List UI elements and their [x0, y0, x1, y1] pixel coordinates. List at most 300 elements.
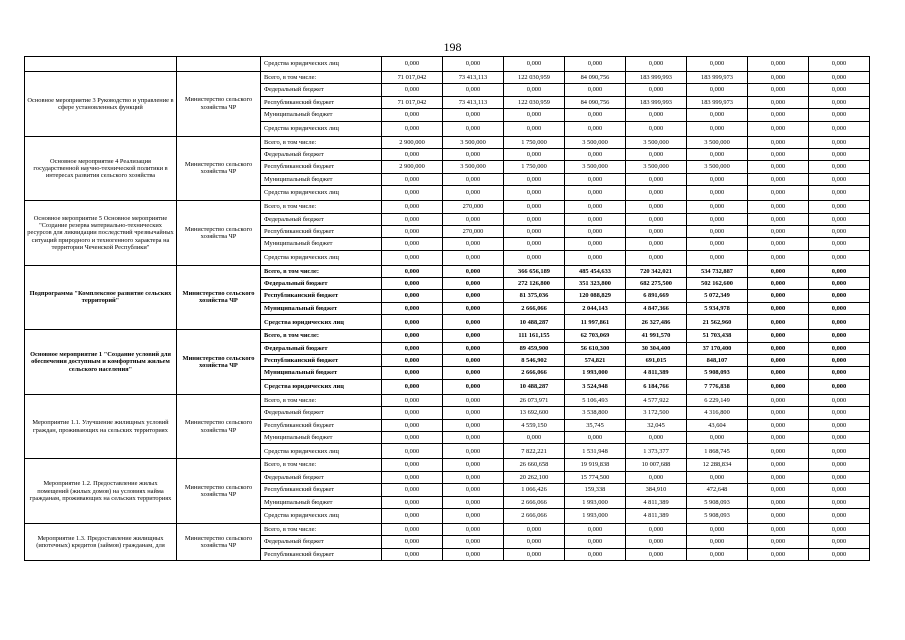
amount-cell: 1 993,000 [565, 496, 626, 508]
amount-cell: 0,000 [565, 238, 626, 250]
measure-cell: Основное мероприятие 1 "Создание условий для обеспечения доступным и комфортным жильем сельского населения" [25, 330, 177, 395]
amount-cell: 7 776,838 [687, 379, 748, 394]
funding-source-cell: Республиканский бюджет [261, 225, 382, 237]
funding-source-cell: Муниципальный бюджет [261, 431, 382, 443]
amount-cell: 0,000 [443, 484, 504, 496]
amount-cell: 1 531,948 [565, 444, 626, 459]
amount-cell: 6 229,149 [687, 394, 748, 406]
amount-cell: 0,000 [443, 290, 504, 302]
amount-cell: 0,000 [748, 238, 809, 250]
amount-cell: 71 017,042 [382, 96, 443, 108]
amount-cell: 0,000 [382, 459, 443, 471]
table-row [25, 201, 870, 213]
amount-cell: 0,000 [443, 302, 504, 314]
amount-cell: 0,000 [748, 330, 809, 342]
amount-cell: 0,000 [565, 57, 626, 72]
amount-cell: 351 323,800 [565, 278, 626, 290]
amount-cell: 2 666,066 [504, 508, 565, 523]
amount-cell: 4 811,389 [626, 367, 687, 379]
amount-cell: 11 997,861 [565, 315, 626, 330]
amount-cell: 0,000 [748, 355, 809, 367]
amount-cell: 0,000 [504, 186, 565, 201]
amount-cell: 0,000 [382, 394, 443, 406]
amount-cell: 0,000 [748, 419, 809, 431]
amount-cell: 5 908,093 [687, 367, 748, 379]
amount-cell: 0,000 [382, 250, 443, 265]
amount-cell: 0,000 [504, 225, 565, 237]
amount-cell: 0,000 [748, 444, 809, 459]
amount-cell: 5 934,978 [687, 302, 748, 314]
amount-cell: 26 073,971 [504, 394, 565, 406]
amount-cell: 0,000 [443, 84, 504, 96]
amount-cell: 0,000 [443, 394, 504, 406]
funding-source-cell: Всего, в том числе: [261, 523, 382, 535]
amount-cell: 3 500,000 [626, 136, 687, 148]
table-row [25, 136, 870, 148]
amount-cell: 0,000 [382, 57, 443, 72]
funding-source-cell: Республиканский бюджет [261, 484, 382, 496]
amount-cell: 2 666,066 [504, 496, 565, 508]
amount-cell: 0,000 [809, 419, 870, 431]
amount-cell: 0,000 [809, 342, 870, 354]
amount-cell: 159,338 [565, 484, 626, 496]
amount-cell: 0,000 [809, 265, 870, 277]
amount-cell: 0,000 [443, 265, 504, 277]
amount-cell: 122 030,959 [504, 96, 565, 108]
amount-cell: 0,000 [687, 536, 748, 548]
executor-cell: Министерство сельского хозяйства ЧР [177, 72, 261, 137]
amount-cell: 0,000 [382, 238, 443, 250]
amount-cell: 122 030,959 [504, 72, 565, 84]
amount-cell: 0,000 [809, 523, 870, 535]
amount-cell: 0,000 [748, 121, 809, 136]
amount-cell: 51 703,438 [687, 330, 748, 342]
funding-source-cell: Муниципальный бюджет [261, 173, 382, 185]
amount-cell: 0,000 [748, 84, 809, 96]
measure-cell: Мероприятие 1.3. Предоставление жилищных (ипотечных) кредитов (займов) гражданам, для [25, 523, 177, 560]
amount-cell: 0,000 [748, 96, 809, 108]
amount-cell: 73 413,113 [443, 96, 504, 108]
amount-cell: 0,000 [504, 148, 565, 160]
amount-cell: 0,000 [382, 508, 443, 523]
amount-cell: 0,000 [809, 459, 870, 471]
funding-source-cell: Средства юридических лиц [261, 250, 382, 265]
amount-cell: 0,000 [565, 201, 626, 213]
amount-cell: 472,648 [687, 484, 748, 496]
amount-cell: 0,000 [626, 201, 687, 213]
amount-cell: 0,000 [748, 109, 809, 121]
funding-source-cell: Республиканский бюджет [261, 161, 382, 173]
amount-cell: 0,000 [626, 250, 687, 265]
amount-cell: 73 413,113 [443, 72, 504, 84]
amount-cell: 0,000 [443, 173, 504, 185]
amount-cell: 0,000 [748, 508, 809, 523]
amount-cell: 1 993,000 [565, 367, 626, 379]
amount-cell: 0,000 [626, 213, 687, 225]
amount-cell: 0,000 [565, 536, 626, 548]
table-row [25, 394, 870, 406]
amount-cell: 0,000 [748, 57, 809, 72]
amount-cell: 20 262,100 [504, 471, 565, 483]
budget-table-body [25, 57, 870, 561]
funding-source-cell: Средства юридических лиц [261, 379, 382, 394]
budget-table [24, 56, 870, 561]
amount-cell: 0,000 [504, 201, 565, 213]
amount-cell: 0,000 [504, 431, 565, 443]
table-row [25, 265, 870, 277]
amount-cell: 0,000 [687, 57, 748, 72]
amount-cell: 0,000 [687, 84, 748, 96]
amount-cell: 0,000 [748, 407, 809, 419]
amount-cell: 3 500,000 [443, 161, 504, 173]
amount-cell: 0,000 [443, 431, 504, 443]
amount-cell: 485 454,633 [565, 265, 626, 277]
funding-source-cell: Федеральный бюджет [261, 84, 382, 96]
amount-cell: 0,000 [809, 367, 870, 379]
amount-cell: 0,000 [809, 431, 870, 443]
amount-cell: 4 811,389 [626, 508, 687, 523]
amount-cell: 19 919,838 [565, 459, 626, 471]
amount-cell: 84 090,756 [565, 96, 626, 108]
amount-cell: 7 822,221 [504, 444, 565, 459]
amount-cell: 183 999,993 [626, 96, 687, 108]
funding-source-cell: Всего, в том числе: [261, 330, 382, 342]
amount-cell: 12 288,834 [687, 459, 748, 471]
amount-cell: 0,000 [809, 355, 870, 367]
executor-cell: Министерство сельского хозяйства ЧР [177, 394, 261, 459]
amount-cell: 3 500,000 [565, 161, 626, 173]
amount-cell: 0,000 [809, 379, 870, 394]
amount-cell: 0,000 [382, 278, 443, 290]
amount-cell: 0,000 [809, 536, 870, 548]
amount-cell: 0,000 [565, 186, 626, 201]
amount-cell: 0,000 [809, 201, 870, 213]
funding-source-cell: Муниципальный бюджет [261, 302, 382, 314]
funding-source-cell: Всего, в том числе: [261, 201, 382, 213]
amount-cell: 0,000 [382, 315, 443, 330]
amount-cell: 0,000 [443, 536, 504, 548]
amount-cell: 0,000 [748, 394, 809, 406]
amount-cell: 0,000 [809, 148, 870, 160]
funding-source-cell: Всего, в том числе: [261, 72, 382, 84]
amount-cell: 270,000 [443, 225, 504, 237]
amount-cell: 0,000 [443, 419, 504, 431]
amount-cell: 574,821 [565, 355, 626, 367]
amount-cell: 0,000 [382, 109, 443, 121]
amount-cell: 0,000 [626, 109, 687, 121]
amount-cell: 0,000 [443, 459, 504, 471]
funding-source-cell: Всего, в том числе: [261, 136, 382, 148]
amount-cell: 71 017,042 [382, 72, 443, 84]
amount-cell: 0,000 [748, 290, 809, 302]
amount-cell: 1 750,000 [504, 161, 565, 173]
amount-cell: 30 304,400 [626, 342, 687, 354]
amount-cell: 0,000 [504, 84, 565, 96]
amount-cell: 0,000 [809, 330, 870, 342]
table-row [25, 330, 870, 342]
amount-cell: 0,000 [443, 342, 504, 354]
funding-source-cell: Республиканский бюджет [261, 290, 382, 302]
amount-cell: 0,000 [626, 225, 687, 237]
amount-cell: 1 750,000 [504, 136, 565, 148]
amount-cell: 0,000 [443, 213, 504, 225]
amount-cell: 183 999,973 [687, 72, 748, 84]
amount-cell: 0,000 [748, 342, 809, 354]
amount-cell: 3 172,500 [626, 407, 687, 419]
amount-cell: 0,000 [443, 379, 504, 394]
amount-cell: 56 610,300 [565, 342, 626, 354]
measure-cell: Основное мероприятие 5 Основное мероприятие "Создание резерва материально-технических ресурсов для ликвидации последствий чрезвычайных ситуаций природного и техногенного характера на территории Чеченской Республики" [25, 201, 177, 266]
amount-cell: 4 847,366 [626, 302, 687, 314]
executor-cell: Министерство сельского хозяйства ЧР [177, 136, 261, 201]
amount-cell: 0,000 [443, 121, 504, 136]
funding-source-cell: Муниципальный бюджет [261, 496, 382, 508]
amount-cell: 4 559,150 [504, 419, 565, 431]
table-row [25, 72, 870, 84]
amount-cell: 8 546,902 [504, 355, 565, 367]
amount-cell: 0,000 [626, 84, 687, 96]
amount-cell: 13 692,600 [504, 407, 565, 419]
funding-source-cell: Республиканский бюджет [261, 419, 382, 431]
amount-cell: 62 703,069 [565, 330, 626, 342]
amount-cell: 3 500,000 [687, 161, 748, 173]
amount-cell: 0,000 [443, 57, 504, 72]
funding-source-cell: Средства юридических лиц [261, 444, 382, 459]
amount-cell: 0,000 [809, 548, 870, 560]
funding-source-cell: Федеральный бюджет [261, 213, 382, 225]
amount-cell: 534 732,887 [687, 265, 748, 277]
amount-cell: 0,000 [382, 186, 443, 201]
amount-cell: 3 500,000 [565, 136, 626, 148]
amount-cell: 0,000 [626, 523, 687, 535]
amount-cell: 3 500,000 [687, 136, 748, 148]
measure-cell: Мероприятие 1.1. Улучшение жилищных условий граждан, проживающих на сельских территориях [25, 394, 177, 459]
amount-cell: 0,000 [443, 186, 504, 201]
amount-cell: 0,000 [748, 315, 809, 330]
amount-cell: 0,000 [504, 536, 565, 548]
funding-source-cell: Республиканский бюджет [261, 548, 382, 560]
amount-cell: 0,000 [809, 496, 870, 508]
amount-cell: 10 488,287 [504, 379, 565, 394]
amount-cell: 0,000 [382, 431, 443, 443]
amount-cell: 691,015 [626, 355, 687, 367]
amount-cell: 0,000 [748, 496, 809, 508]
amount-cell: 32,045 [626, 419, 687, 431]
amount-cell: 0,000 [809, 186, 870, 201]
table-row [25, 459, 870, 471]
amount-cell: 0,000 [748, 536, 809, 548]
amount-cell: 0,000 [809, 84, 870, 96]
amount-cell: 2 666,066 [504, 367, 565, 379]
amount-cell: 0,000 [809, 136, 870, 148]
funding-source-cell: Всего, в том числе: [261, 265, 382, 277]
amount-cell: 0,000 [626, 238, 687, 250]
amount-cell: 0,000 [443, 407, 504, 419]
amount-cell: 0,000 [382, 355, 443, 367]
amount-cell: 0,000 [626, 173, 687, 185]
amount-cell: 111 161,155 [504, 330, 565, 342]
amount-cell: 183 999,973 [687, 96, 748, 108]
amount-cell: 3 524,948 [565, 379, 626, 394]
amount-cell: 81 375,036 [504, 290, 565, 302]
amount-cell: 1 373,377 [626, 444, 687, 459]
amount-cell: 0,000 [809, 121, 870, 136]
amount-cell: 0,000 [809, 250, 870, 265]
amount-cell: 0,000 [809, 161, 870, 173]
amount-cell: 0,000 [565, 523, 626, 535]
amount-cell: 4 316,800 [687, 407, 748, 419]
amount-cell: 0,000 [748, 367, 809, 379]
amount-cell: 0,000 [748, 72, 809, 84]
amount-cell: 0,000 [809, 290, 870, 302]
amount-cell: 2 900,000 [382, 136, 443, 148]
amount-cell: 0,000 [382, 496, 443, 508]
funding-source-cell: Федеральный бюджет [261, 471, 382, 483]
amount-cell: 0,000 [748, 148, 809, 160]
funding-source-cell: Федеральный бюджет [261, 536, 382, 548]
amount-cell: 37 170,400 [687, 342, 748, 354]
amount-cell: 0,000 [443, 444, 504, 459]
measure-cell: Мероприятие 1.2. Предоставление жилых помещений (жилых домов) на условиях найма гражданам, проживающих на сельских территориях [25, 459, 177, 524]
amount-cell: 0,000 [565, 84, 626, 96]
amount-cell: 0,000 [809, 238, 870, 250]
amount-cell: 6 891,669 [626, 290, 687, 302]
amount-cell: 0,000 [687, 173, 748, 185]
amount-cell: 0,000 [809, 57, 870, 72]
amount-cell: 0,000 [687, 148, 748, 160]
funding-source-cell: Средства юридических лиц [261, 121, 382, 136]
amount-cell: 0,000 [809, 302, 870, 314]
amount-cell: 0,000 [382, 201, 443, 213]
funding-source-cell: Муниципальный бюджет [261, 109, 382, 121]
amount-cell: 0,000 [748, 459, 809, 471]
amount-cell: 0,000 [748, 213, 809, 225]
amount-cell: 0,000 [687, 213, 748, 225]
amount-cell: 3 500,000 [443, 136, 504, 148]
amount-cell: 0,000 [687, 250, 748, 265]
amount-cell: 0,000 [809, 109, 870, 121]
amount-cell: 0,000 [809, 213, 870, 225]
funding-source-cell: Всего, в том числе: [261, 459, 382, 471]
amount-cell: 0,000 [443, 508, 504, 523]
amount-cell: 43,604 [687, 419, 748, 431]
amount-cell: 0,000 [443, 278, 504, 290]
amount-cell: 0,000 [748, 302, 809, 314]
amount-cell: 0,000 [443, 548, 504, 560]
amount-cell: 0,000 [809, 394, 870, 406]
amount-cell: 366 656,189 [504, 265, 565, 277]
executor-cell: Министерство сельского хозяйства ЧР [177, 330, 261, 395]
amount-cell: 0,000 [626, 121, 687, 136]
amount-cell: 6 184,766 [626, 379, 687, 394]
amount-cell: 0,000 [809, 484, 870, 496]
amount-cell: 26 660,658 [504, 459, 565, 471]
amount-cell: 0,000 [382, 484, 443, 496]
amount-cell: 35,745 [565, 419, 626, 431]
measure-cell: Подпрограмма "Комплексное развитие сельских территорий" [25, 265, 177, 330]
amount-cell: 0,000 [504, 213, 565, 225]
amount-cell: 0,000 [565, 121, 626, 136]
amount-cell: 0,000 [443, 471, 504, 483]
amount-cell: 0,000 [382, 173, 443, 185]
amount-cell: 0,000 [382, 342, 443, 354]
amount-cell: 0,000 [382, 407, 443, 419]
amount-cell: 0,000 [504, 548, 565, 560]
amount-cell: 0,000 [687, 109, 748, 121]
funding-source-cell: Всего, в том числе: [261, 394, 382, 406]
amount-cell: 0,000 [687, 548, 748, 560]
amount-cell: 0,000 [809, 315, 870, 330]
measure-cell [25, 57, 177, 72]
amount-cell: 0,000 [382, 213, 443, 225]
page-number: 198 [443, 40, 462, 54]
amount-cell: 0,000 [687, 471, 748, 483]
amount-cell: 0,000 [748, 265, 809, 277]
amount-cell: 0,000 [382, 548, 443, 560]
amount-cell: 4 811,389 [626, 496, 687, 508]
amount-cell: 0,000 [748, 379, 809, 394]
amount-cell: 0,000 [626, 148, 687, 160]
amount-cell: 84 090,756 [565, 72, 626, 84]
amount-cell: 5 106,493 [565, 394, 626, 406]
amount-cell: 0,000 [443, 523, 504, 535]
amount-cell: 384,910 [626, 484, 687, 496]
amount-cell: 0,000 [382, 265, 443, 277]
amount-cell: 270,000 [443, 201, 504, 213]
amount-cell: 0,000 [748, 225, 809, 237]
amount-cell: 0,000 [748, 278, 809, 290]
funding-source-cell: Федеральный бюджет [261, 407, 382, 419]
amount-cell: 0,000 [809, 72, 870, 84]
amount-cell: 0,000 [748, 471, 809, 483]
amount-cell: 0,000 [382, 121, 443, 136]
amount-cell: 120 088,829 [565, 290, 626, 302]
funding-source-cell: Республиканский бюджет [261, 96, 382, 108]
amount-cell: 2 666,066 [504, 302, 565, 314]
executor-cell: Министерство сельского хозяйства ЧР [177, 201, 261, 266]
amount-cell: 0,000 [382, 225, 443, 237]
funding-source-cell: Федеральный бюджет [261, 342, 382, 354]
measure-cell: Основное мероприятие 4 Реализация государственной научно-технической политики в интересах развития сельского хозяйства [25, 136, 177, 201]
amount-cell: 41 991,570 [626, 330, 687, 342]
amount-cell: 0,000 [687, 523, 748, 535]
amount-cell: 0,000 [443, 330, 504, 342]
amount-cell: 0,000 [687, 431, 748, 443]
amount-cell: 0,000 [687, 186, 748, 201]
amount-cell: 0,000 [443, 367, 504, 379]
executor-cell: Министерство сельского хозяйства ЧР [177, 459, 261, 524]
executor-cell: Министерство сельского хозяйства ЧР [177, 265, 261, 330]
amount-cell: 0,000 [748, 548, 809, 560]
amount-cell: 0,000 [504, 173, 565, 185]
funding-source-cell: Федеральный бюджет [261, 278, 382, 290]
amount-cell: 720 342,021 [626, 265, 687, 277]
amount-cell: 0,000 [809, 471, 870, 483]
amount-cell: 848,107 [687, 355, 748, 367]
amount-cell: 15 774,500 [565, 471, 626, 483]
amount-cell: 0,000 [443, 355, 504, 367]
amount-cell: 0,000 [565, 109, 626, 121]
amount-cell: 3 500,000 [626, 161, 687, 173]
amount-cell: 0,000 [504, 238, 565, 250]
amount-cell: 0,000 [504, 523, 565, 535]
amount-cell: 0,000 [748, 173, 809, 185]
amount-cell: 0,000 [809, 96, 870, 108]
amount-cell: 0,000 [809, 444, 870, 459]
amount-cell: 0,000 [382, 302, 443, 314]
amount-cell: 1 993,000 [565, 508, 626, 523]
amount-cell: 0,000 [626, 57, 687, 72]
